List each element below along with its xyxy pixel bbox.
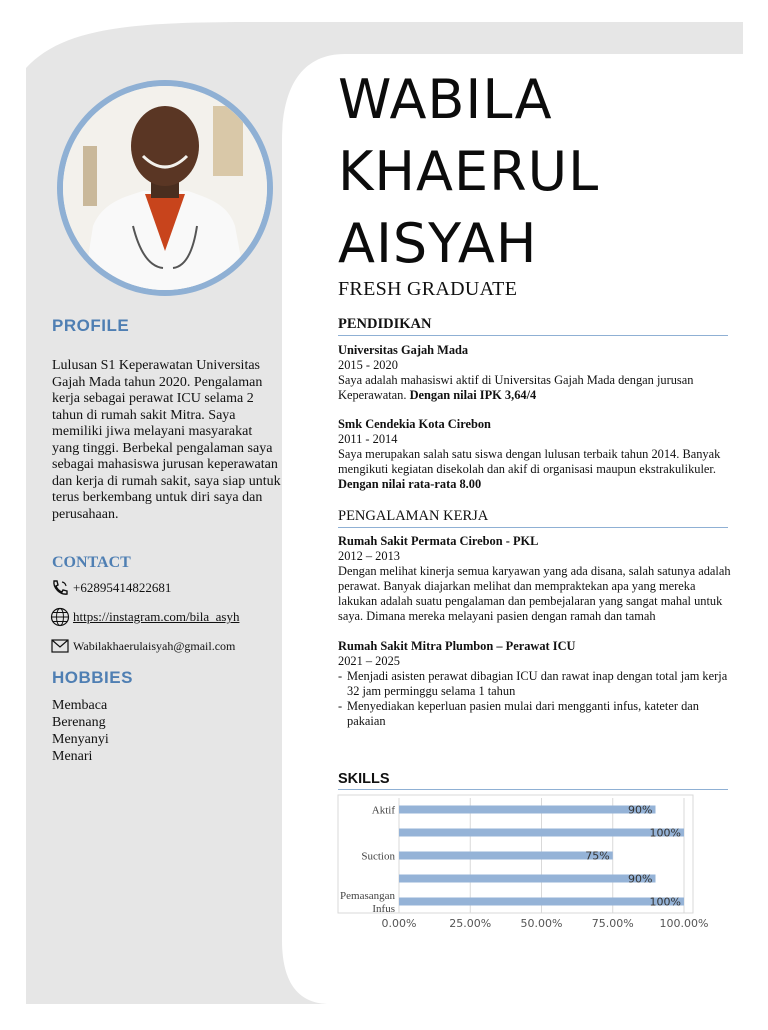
envelope-icon: [50, 636, 70, 656]
bar-value-label: 90%: [628, 872, 653, 886]
hobby-item: Menyanyi: [52, 732, 109, 747]
x-tick-label: 100.00%: [659, 917, 709, 930]
category-label: Pemasangan: [340, 890, 395, 902]
skills-chart: [336, 795, 736, 1025]
education-heading: PENDIDIKAN: [338, 316, 728, 336]
hobby-item: Membaca: [52, 698, 108, 713]
category-label: Suction: [361, 850, 395, 863]
school-years: 2015 - 2020: [338, 358, 398, 372]
name-line: AISYAH: [338, 212, 538, 275]
job-description: Dengan melihat kinerja semua karyawan yang ada disana, salah satunya adalah perawat. Banyak diajarkan melihat dan mempraktekan apa yang mereka lakukan adalah suatu pengalaman dan pembejalaran yang sangat mahal untuk saya. Dimana mereka melayani pasien dengan ramah dan tamah: [338, 564, 731, 623]
x-tick-label: 25.00%: [449, 917, 492, 930]
experience-entry: [338, 639, 733, 729]
hobbies-heading: HOBBIES: [52, 668, 133, 687]
profile-photo: [63, 86, 267, 290]
contact-phone[interactable]: [50, 578, 171, 598]
job-place: Rumah Sakit Permata Cirebon - PKL: [338, 534, 539, 548]
hobbies-list: [52, 697, 109, 765]
job-duties: [338, 669, 733, 729]
contact-email[interactable]: [50, 636, 235, 656]
hobby-item: Berenang: [52, 715, 106, 730]
profile-text: Lulusan S1 Keperawatan Universitas Gajah Mada tahun 2020. Pengalaman kerja sebagai perawat ICU selama 2 tahun di rumah sakit Mitra. Saya memiliki jiwa melayani masyarakat yang tinggi. Berbekal pengalaman saya sebagai mahasiswa jurusan keperawatan dan kerja di rumah sakit, saya siap untuk terus berkembang untuk diri saya dan perusahaan.: [52, 358, 281, 522]
phone-number: +62895414822681: [73, 580, 172, 595]
school-years: 2011 - 2014: [338, 432, 398, 446]
name-line: KHAERUL: [338, 140, 600, 203]
instagram-link[interactable]: https://instagram.com/bila_asyh: [73, 609, 240, 624]
skill-bar: [399, 829, 684, 837]
skill-bar: [399, 898, 684, 906]
x-tick-label: 0.00%: [381, 917, 417, 930]
school-description: Saya merupakan salah satu siswa dengan lulusan terbaik tahun 2014. Banyak mengikuti kegiatan disekolah dan akif di organisasi maupun ekstrakulikuler.: [338, 447, 721, 476]
profile-heading: PROFILE: [52, 316, 130, 335]
school-name: Universitas Gajah Mada: [338, 343, 469, 357]
x-tick-label: 75.00%: [591, 917, 634, 930]
phone-icon: [50, 578, 70, 598]
experience-entry: [338, 534, 733, 624]
skill-bar: [399, 806, 656, 814]
globe-icon: [50, 607, 70, 627]
x-tick-label: 50.00%: [520, 917, 563, 930]
school-highlight: Dengan nilai IPK 3,64/4: [409, 388, 537, 402]
email-address: Wabilakhaerulaisyah@gmail.com: [73, 638, 236, 653]
skill-bar: [399, 852, 613, 860]
education-entry: [338, 417, 733, 492]
job-years: 2012 – 2013: [338, 549, 400, 563]
full-name: [338, 64, 599, 280]
name-line: WABILA: [338, 68, 553, 131]
contact-heading: CONTACT: [52, 554, 131, 571]
hobby-item: Menari: [52, 749, 93, 764]
duty-item: - Menjadi asisten perawat dibagian ICU dan rawat inap dengan total jam kerja 32 jam perminggu selama 1 tahun: [338, 669, 733, 699]
skill-bar: [399, 875, 656, 883]
bar-value-label: 90%: [628, 803, 653, 817]
job-years: 2021 – 2025: [338, 654, 400, 668]
skills-heading: SKILLS: [338, 771, 728, 790]
skills-chart-svg: [336, 795, 736, 1025]
category-label: Aktif: [371, 804, 395, 817]
bar-value-label: 100%: [649, 826, 681, 840]
bar-value-label: 75%: [585, 849, 610, 863]
school-name: Smk Cendekia Kota Cirebon: [338, 417, 491, 431]
job-title: FRESH GRADUATE: [338, 278, 518, 300]
school-description: Saya adalah mahasiswi aktif di Universitas Gajah Mada dengan jurusan Keperawatan. Dengan nilai IPK 3,64/4: [338, 373, 694, 402]
school-highlight: Dengan nilai rata-rata 8.00: [338, 477, 482, 491]
contact-instagram[interactable]: [50, 607, 239, 627]
job-place: Rumah Sakit Mitra Plumbon – Perawat ICU: [338, 639, 576, 653]
experience-heading: PENGALAMAN KERJA: [338, 508, 728, 528]
education-entry: [338, 343, 733, 403]
duty-item: - Menyediakan keperluan pasien mulai dari mengganti infus, kateter dan pakaian: [338, 699, 733, 729]
category-label: Infus: [372, 903, 395, 915]
bar-value-label: 100%: [649, 895, 681, 909]
